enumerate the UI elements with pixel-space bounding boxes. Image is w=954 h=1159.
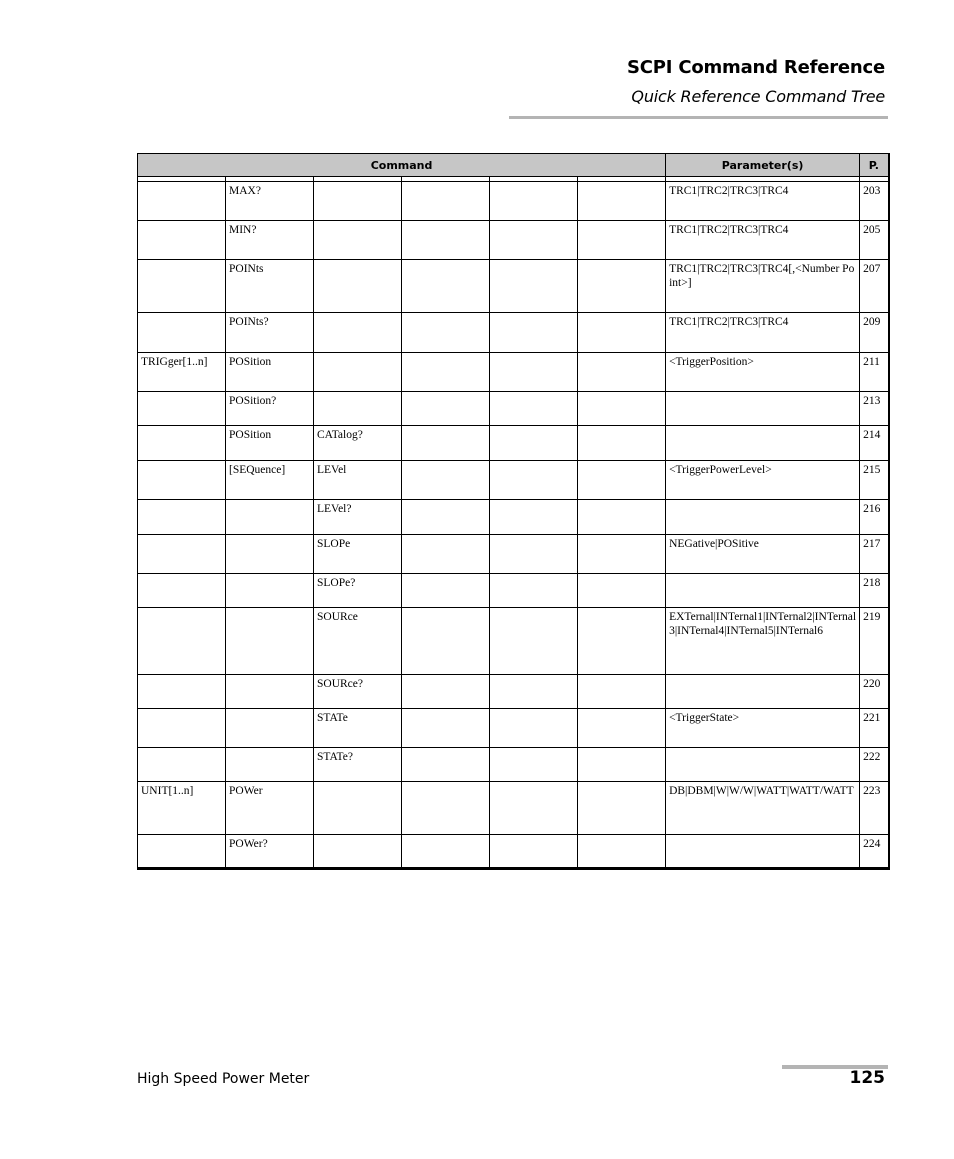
command-level-3-cell: STATe xyxy=(314,709,402,748)
column-header-page: P. xyxy=(860,154,889,177)
command-level-6-cell xyxy=(578,748,666,782)
command-level-2-cell: [SEQuence] xyxy=(226,461,314,500)
table-row xyxy=(138,353,889,392)
parameters-cell: <TriggerPosition> xyxy=(666,353,860,392)
command-level-1-cell xyxy=(138,500,226,535)
command-level-6-cell xyxy=(578,500,666,535)
command-level-2-cell: POSition? xyxy=(226,392,314,426)
parameters-cell: TRC1|TRC2|TRC3|TRC4 xyxy=(666,313,860,353)
command-level-3-cell xyxy=(314,221,402,260)
command-level-1-cell: UNIT[1..n] xyxy=(138,782,226,835)
command-level-1-cell xyxy=(138,260,226,313)
command-level-6-cell xyxy=(578,182,666,221)
command-level-4-cell xyxy=(402,221,490,260)
column-header-parameters: Parameter(s) xyxy=(666,154,860,177)
command-level-4-cell xyxy=(402,675,490,709)
header-divider xyxy=(509,116,888,119)
page-ref-cell: 224 xyxy=(860,835,889,869)
command-level-6-cell xyxy=(578,782,666,835)
command-level-4-cell xyxy=(402,500,490,535)
parameters-cell xyxy=(666,574,860,608)
command-tree-table xyxy=(137,153,890,870)
parameters-cell: <TriggerPowerLevel> xyxy=(666,461,860,500)
page-ref-cell: 207 xyxy=(860,260,889,313)
parameters-cell: DB|DBM|W|W/W|WATT|WATT/WATT xyxy=(666,782,860,835)
command-level-1-cell xyxy=(138,182,226,221)
command-level-3-cell xyxy=(314,260,402,313)
command-level-5-cell xyxy=(490,709,578,748)
table-row xyxy=(138,748,889,782)
page-ref-cell: 216 xyxy=(860,500,889,535)
command-level-2-cell: POWer xyxy=(226,782,314,835)
command-level-6-cell xyxy=(578,535,666,574)
command-level-5-cell xyxy=(490,392,578,426)
parameters-cell xyxy=(666,835,860,869)
command-level-2-cell xyxy=(226,608,314,675)
command-level-1-cell xyxy=(138,221,226,260)
command-level-2-cell xyxy=(226,675,314,709)
command-level-5-cell xyxy=(490,461,578,500)
command-level-4-cell xyxy=(402,260,490,313)
command-level-6-cell xyxy=(578,675,666,709)
table-row xyxy=(138,675,889,709)
page-ref-cell: 214 xyxy=(860,426,889,461)
command-level-4-cell xyxy=(402,392,490,426)
table-row xyxy=(138,392,889,426)
command-level-4-cell xyxy=(402,426,490,461)
parameters-cell xyxy=(666,748,860,782)
parameters-cell xyxy=(666,500,860,535)
command-level-1-cell xyxy=(138,608,226,675)
command-level-1-cell xyxy=(138,709,226,748)
command-level-3-cell xyxy=(314,835,402,869)
page-ref-cell: 205 xyxy=(860,221,889,260)
table-row xyxy=(138,221,889,260)
command-level-1-cell xyxy=(138,835,226,869)
command-level-6-cell xyxy=(578,313,666,353)
command-level-6-cell xyxy=(578,426,666,461)
command-level-5-cell xyxy=(490,313,578,353)
command-level-5-cell xyxy=(490,426,578,461)
command-level-6-cell xyxy=(578,353,666,392)
command-level-4-cell xyxy=(402,608,490,675)
command-level-5-cell xyxy=(490,260,578,313)
command-level-2-cell xyxy=(226,709,314,748)
page-ref-cell: 209 xyxy=(860,313,889,353)
table-body xyxy=(138,177,889,869)
page-ref-cell: 211 xyxy=(860,353,889,392)
table-row xyxy=(138,835,889,869)
command-level-2-cell: POSition xyxy=(226,426,314,461)
command-level-6-cell xyxy=(578,574,666,608)
table-row xyxy=(138,608,889,675)
parameters-cell: <TriggerState> xyxy=(666,709,860,748)
command-level-5-cell xyxy=(490,182,578,221)
page-ref-cell: 217 xyxy=(860,535,889,574)
page-title: SCPI Command Reference xyxy=(626,57,885,78)
command-level-1-cell: TRIGger[1..n] xyxy=(138,353,226,392)
command-level-1-cell xyxy=(138,574,226,608)
command-level-2-cell xyxy=(226,535,314,574)
page-ref-cell: 220 xyxy=(860,675,889,709)
command-level-4-cell xyxy=(402,461,490,500)
page-ref-cell: 221 xyxy=(860,709,889,748)
page-ref-cell: 219 xyxy=(860,608,889,675)
command-level-5-cell xyxy=(490,835,578,869)
command-level-4-cell xyxy=(402,353,490,392)
command-level-3-cell: SOURce xyxy=(314,608,402,675)
column-header-command: Command xyxy=(138,154,666,177)
command-level-2-cell xyxy=(226,574,314,608)
command-level-6-cell xyxy=(578,709,666,748)
command-level-1-cell xyxy=(138,392,226,426)
command-level-6-cell xyxy=(578,260,666,313)
table-row xyxy=(138,709,889,748)
parameters-cell: NEGative|POSitive xyxy=(666,535,860,574)
command-level-3-cell: STATe? xyxy=(314,748,402,782)
parameters-cell: TRC1|TRC2|TRC3|TRC4[,<Number Point>] xyxy=(666,260,860,313)
command-level-2-cell: MIN? xyxy=(226,221,314,260)
command-level-2-cell xyxy=(226,500,314,535)
command-level-2-cell: POINts? xyxy=(226,313,314,353)
command-level-5-cell xyxy=(490,574,578,608)
command-level-1-cell xyxy=(138,426,226,461)
command-level-5-cell xyxy=(490,500,578,535)
command-level-5-cell xyxy=(490,221,578,260)
command-level-5-cell xyxy=(490,748,578,782)
command-level-6-cell xyxy=(578,392,666,426)
command-level-1-cell xyxy=(138,748,226,782)
command-level-2-cell xyxy=(226,748,314,782)
parameters-cell xyxy=(666,675,860,709)
page-ref-cell: 223 xyxy=(860,782,889,835)
command-level-4-cell xyxy=(402,313,490,353)
page-ref-cell: 203 xyxy=(860,182,889,221)
parameters-cell: TRC1|TRC2|TRC3|TRC4 xyxy=(666,182,860,221)
command-level-1-cell xyxy=(138,313,226,353)
parameters-cell: EXTernal|INTernal1|INTernal2|INTernal3|INTernal4|INTernal5|INTernal6 xyxy=(666,608,860,675)
command-level-3-cell: SOURce? xyxy=(314,675,402,709)
command-level-3-cell: LEVel? xyxy=(314,500,402,535)
table-row xyxy=(138,313,889,353)
page-number: 125 xyxy=(849,1068,885,1088)
command-level-5-cell xyxy=(490,353,578,392)
table-row xyxy=(138,782,889,835)
table-row xyxy=(138,260,889,313)
command-level-3-cell: SLOPe xyxy=(314,535,402,574)
command-level-4-cell xyxy=(402,182,490,221)
page-subtitle: Quick Reference Command Tree xyxy=(631,87,885,106)
table-row xyxy=(138,426,889,461)
command-level-3-cell xyxy=(314,782,402,835)
command-level-5-cell xyxy=(490,675,578,709)
command-level-4-cell xyxy=(402,574,490,608)
command-level-2-cell: POSition xyxy=(226,353,314,392)
footer-product-name: High Speed Power Meter xyxy=(137,1071,310,1087)
parameters-cell xyxy=(666,426,860,461)
command-level-6-cell xyxy=(578,608,666,675)
command-level-1-cell xyxy=(138,535,226,574)
command-level-3-cell xyxy=(314,182,402,221)
command-level-3-cell: LEVel xyxy=(314,461,402,500)
command-level-4-cell xyxy=(402,748,490,782)
page-ref-cell: 215 xyxy=(860,461,889,500)
table-row xyxy=(138,461,889,500)
command-level-4-cell xyxy=(402,709,490,748)
table-row xyxy=(138,574,889,608)
command-level-1-cell xyxy=(138,675,226,709)
command-level-2-cell: POINts xyxy=(226,260,314,313)
command-level-2-cell: MAX? xyxy=(226,182,314,221)
command-level-3-cell: CATalog? xyxy=(314,426,402,461)
parameters-cell xyxy=(666,392,860,426)
command-level-5-cell xyxy=(490,608,578,675)
command-level-3-cell: SLOPe? xyxy=(314,574,402,608)
command-level-3-cell xyxy=(314,313,402,353)
table-row xyxy=(138,182,889,221)
page-ref-cell: 213 xyxy=(860,392,889,426)
command-level-4-cell xyxy=(402,535,490,574)
command-level-3-cell xyxy=(314,392,402,426)
table-row xyxy=(138,535,889,574)
command-level-5-cell xyxy=(490,535,578,574)
command-level-6-cell xyxy=(578,835,666,869)
command-level-1-cell xyxy=(138,461,226,500)
command-level-5-cell xyxy=(490,782,578,835)
command-level-4-cell xyxy=(402,835,490,869)
command-level-6-cell xyxy=(578,461,666,500)
command-level-3-cell xyxy=(314,353,402,392)
command-level-2-cell: POWer? xyxy=(226,835,314,869)
page-ref-cell: 222 xyxy=(860,748,889,782)
parameters-cell: TRC1|TRC2|TRC3|TRC4 xyxy=(666,221,860,260)
command-level-4-cell xyxy=(402,782,490,835)
page-ref-cell: 218 xyxy=(860,574,889,608)
table-row xyxy=(138,500,889,535)
command-level-6-cell xyxy=(578,221,666,260)
